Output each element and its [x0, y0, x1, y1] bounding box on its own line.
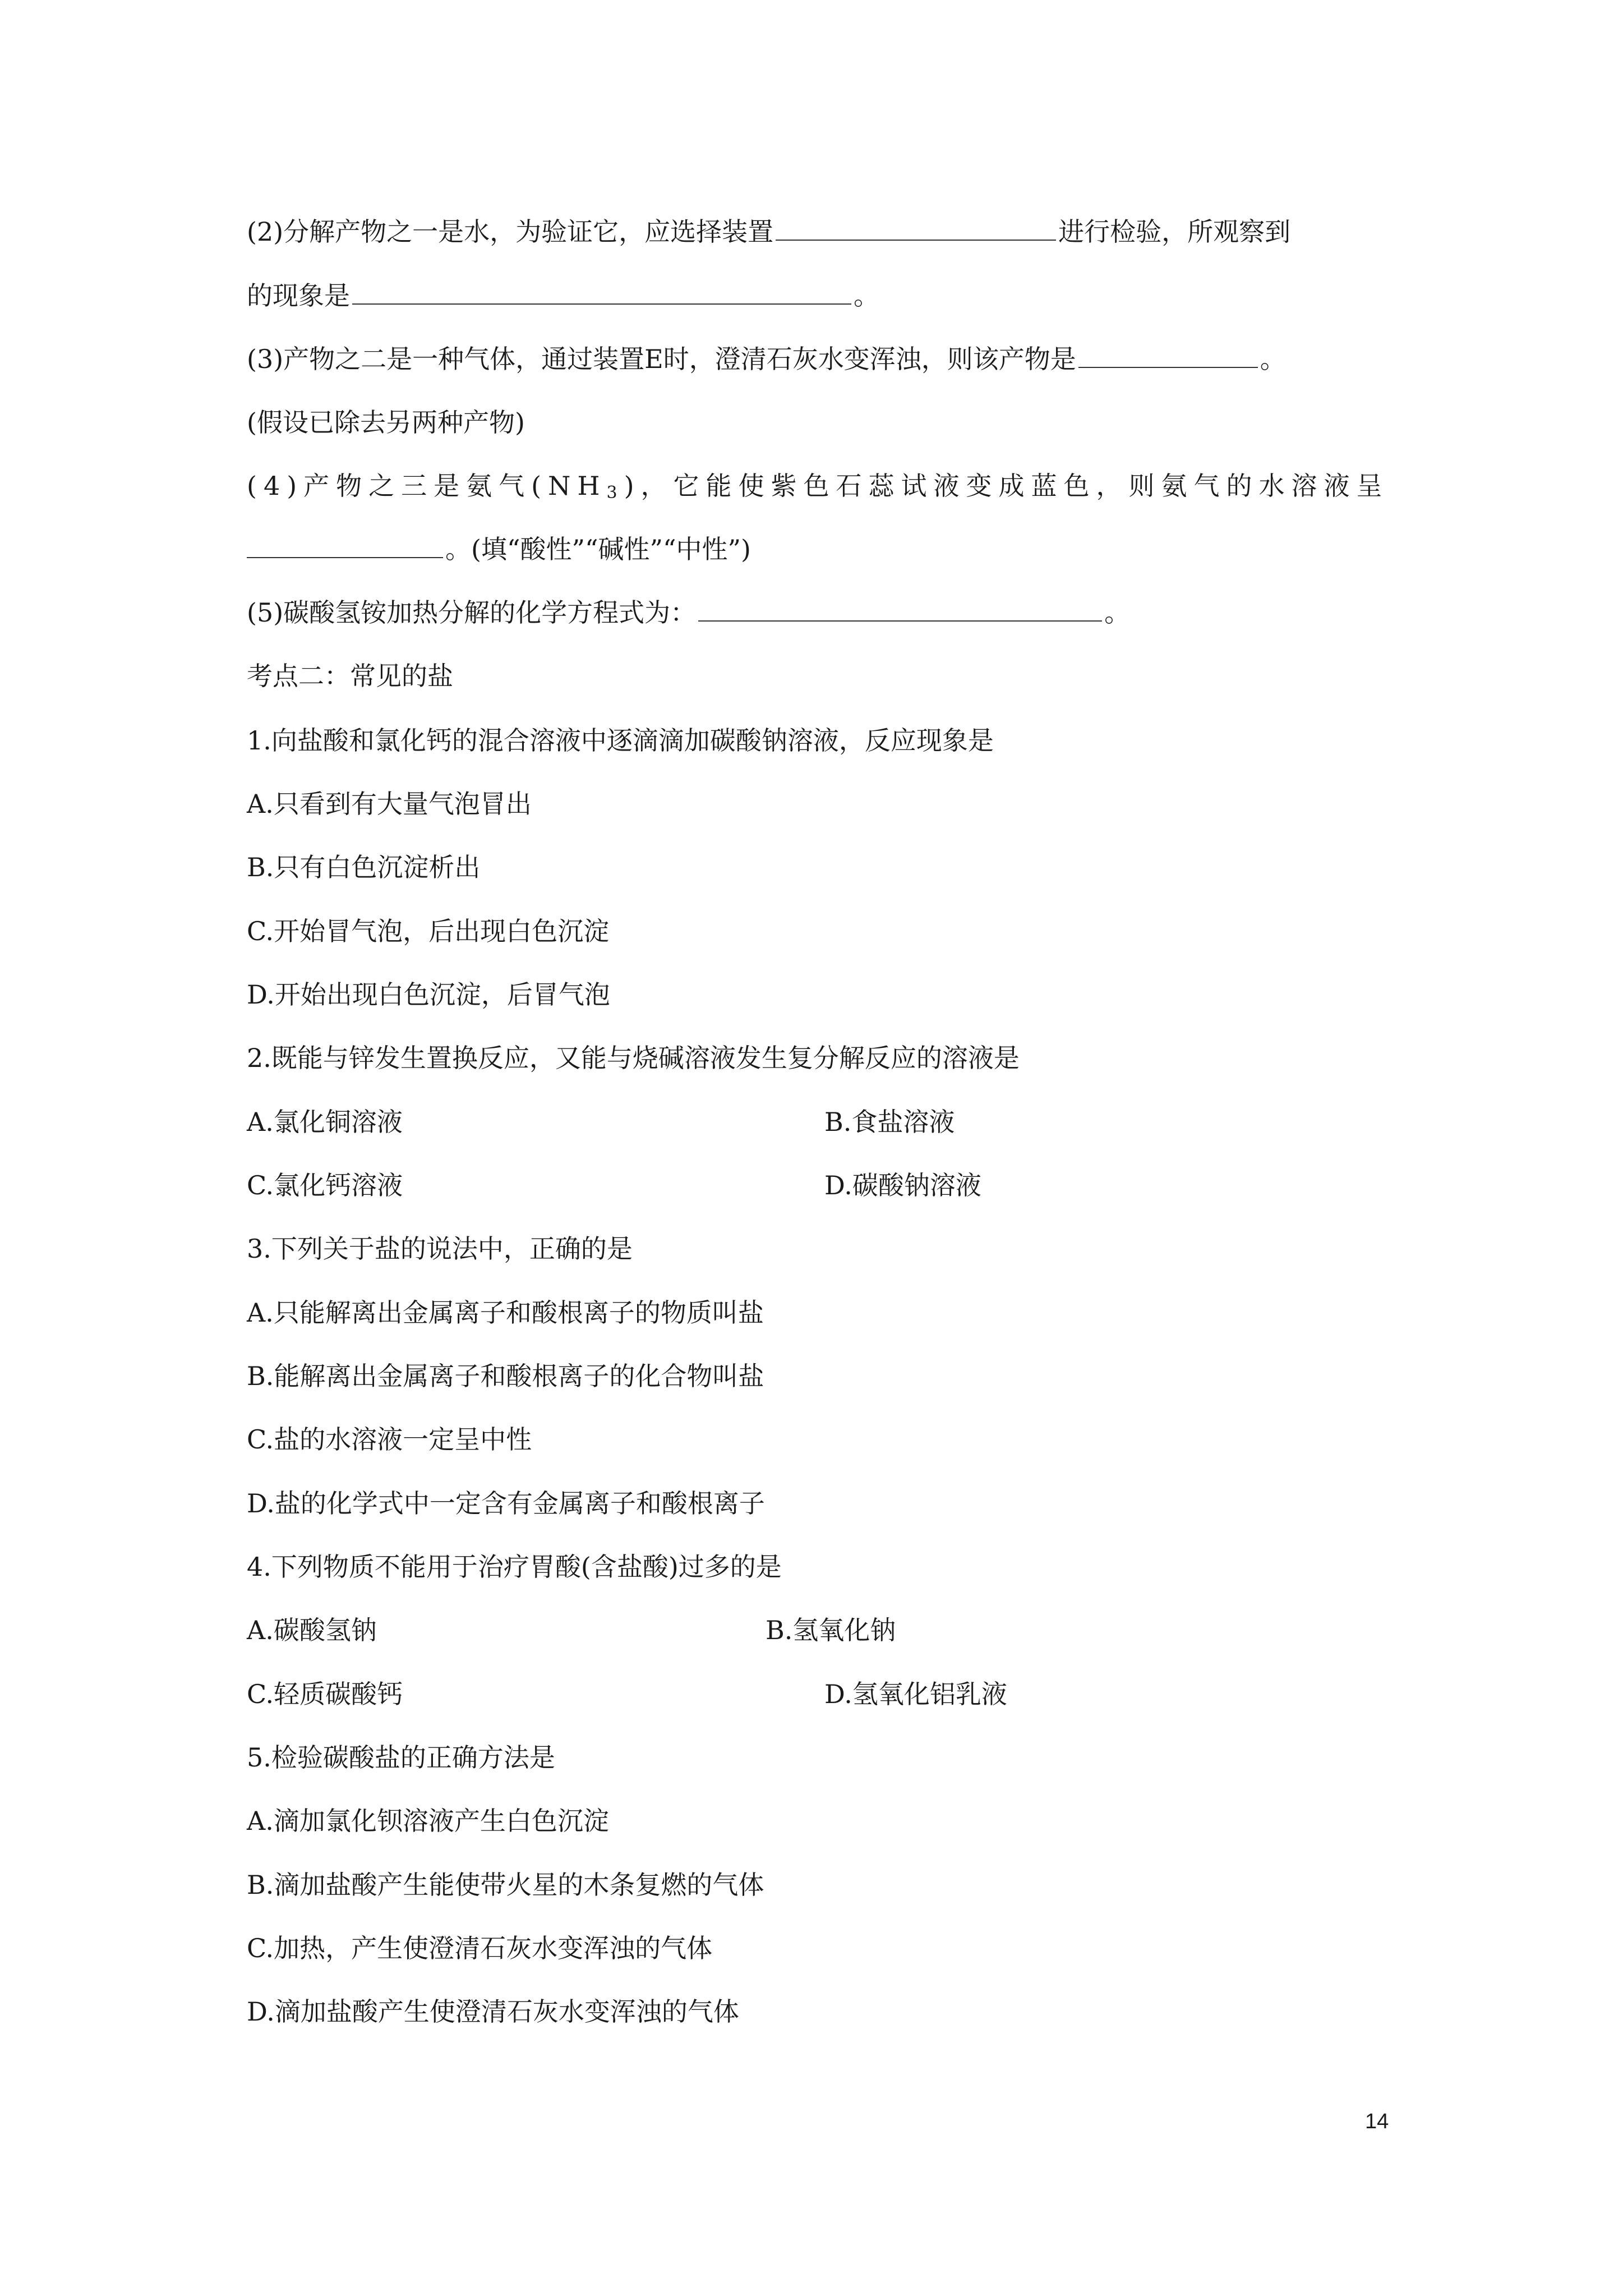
q3-text-1a: (3)产物之二是一种气体，通过装置E时，澄清石灰水变浑浊，则该产物是	[247, 344, 1076, 374]
question-5-option-b[interactable]: B.滴加盐酸产生能使带火星的木条复燃的气体	[247, 1870, 764, 1900]
question-1-option-a[interactable]: A.只看到有大量气泡冒出	[247, 789, 532, 819]
question-2-option-d[interactable]: D.碳酸钠溶液	[824, 1170, 981, 1200]
question-1-option-c[interactable]: C.开始冒气泡，后出现白色沉淀	[247, 916, 610, 946]
q3-line-1	[247, 342, 1286, 376]
q2-text-1a: (2)分解产物之一是水，为验证它，应选择装置	[247, 217, 774, 247]
q2-text-2b: 。	[854, 280, 879, 311]
question-3-option-c[interactable]: C.盐的水溶液一定呈中性	[247, 1424, 532, 1455]
q3-answer-blank[interactable]	[1078, 342, 1258, 368]
q4-text-1b: )，它能使紫色石蕊试液变成蓝色，则氨气的水溶液呈	[624, 471, 1389, 501]
question-3-option-d[interactable]: D.盐的化学式中一定含有金属离子和酸根离子	[247, 1488, 765, 1519]
question-5-option-c[interactable]: C.加热，产生使澄清石灰水变浑浊的气体	[247, 1933, 713, 1963]
question-2-option-c[interactable]: C.氯化钙溶液	[247, 1170, 403, 1200]
question-4-option-b[interactable]: B.氢氧化钠	[766, 1615, 896, 1645]
q2-answer-blank-1[interactable]	[776, 215, 1056, 241]
q4-subscript: 3	[606, 483, 624, 503]
q2-text-1b: 进行检验，所观察到	[1058, 217, 1291, 247]
question-5-option-d[interactable]: D.滴加盐酸产生使澄清石灰水变浑浊的气体	[247, 1996, 739, 2027]
question-2-stem: 2.既能与锌发生置换反应，又能与烧碱溶液发生复分解反应的溶液是	[247, 1043, 1020, 1073]
q2-line-2	[247, 279, 879, 312]
q4-text-2b: 。(填“酸性”“碱性”“中性”)	[445, 534, 751, 564]
q4-text-1a: (4)产物之三是氨气(NH	[247, 471, 607, 501]
question-3-option-b[interactable]: B.能解离出金属离子和酸根离子的化合物叫盐	[247, 1361, 764, 1391]
question-4-stem: 4.下列物质不能用于治疗胃酸(含盐酸)过多的是	[247, 1552, 782, 1582]
page-number: 14	[1365, 2110, 1389, 2133]
q4-line-2	[247, 532, 751, 566]
q5-text-b: 。	[1104, 597, 1131, 628]
q2-answer-blank-2[interactable]	[352, 279, 851, 305]
q5-answer-blank[interactable]	[698, 596, 1102, 622]
question-5-option-a[interactable]: A.滴加氯化钡溶液产生白色沉淀	[247, 1806, 609, 1836]
question-4-option-d[interactable]: D.氢氧化铝乳液	[824, 1679, 1007, 1709]
question-2-option-a[interactable]: A.氯化铜溶液	[247, 1107, 403, 1137]
question-1-option-b[interactable]: B.只有白色沉淀析出	[247, 852, 481, 882]
question-3-option-a[interactable]: A.只能解离出金属离子和酸根离子的物质叫盐	[247, 1297, 764, 1328]
question-1-option-d[interactable]: D.开始出现白色沉淀，后冒气泡	[247, 979, 610, 1010]
question-1-stem: 1.向盐酸和氯化钙的混合溶液中逐滴滴加碳酸钠溶液，反应现象是	[247, 725, 994, 756]
q5-line	[247, 596, 1130, 629]
question-2-option-b[interactable]: B.食盐溶液	[824, 1107, 955, 1137]
question-4-option-a[interactable]: A.碳酸氢钠	[247, 1615, 377, 1645]
question-3-stem: 3.下列关于盐的说法中，正确的是	[247, 1234, 633, 1264]
q5-text-a: (5)碳酸氢铵加热分解的化学方程式为：	[247, 597, 697, 628]
q4-line-1	[247, 469, 1389, 510]
question-5-stem: 5.检验碳酸盐的正确方法是	[247, 1742, 555, 1773]
q2-text-2a: 的现象是	[247, 280, 350, 311]
question-4-option-c[interactable]: C.轻质碳酸钙	[247, 1679, 403, 1709]
q3-text-1b: 。	[1260, 344, 1286, 374]
section-title: 考点二：常见的盐	[247, 661, 453, 691]
q3-line-2: (假设已除去另两种产物)	[247, 407, 525, 438]
q4-answer-blank[interactable]	[247, 532, 443, 558]
q2-line-1	[247, 215, 1290, 249]
